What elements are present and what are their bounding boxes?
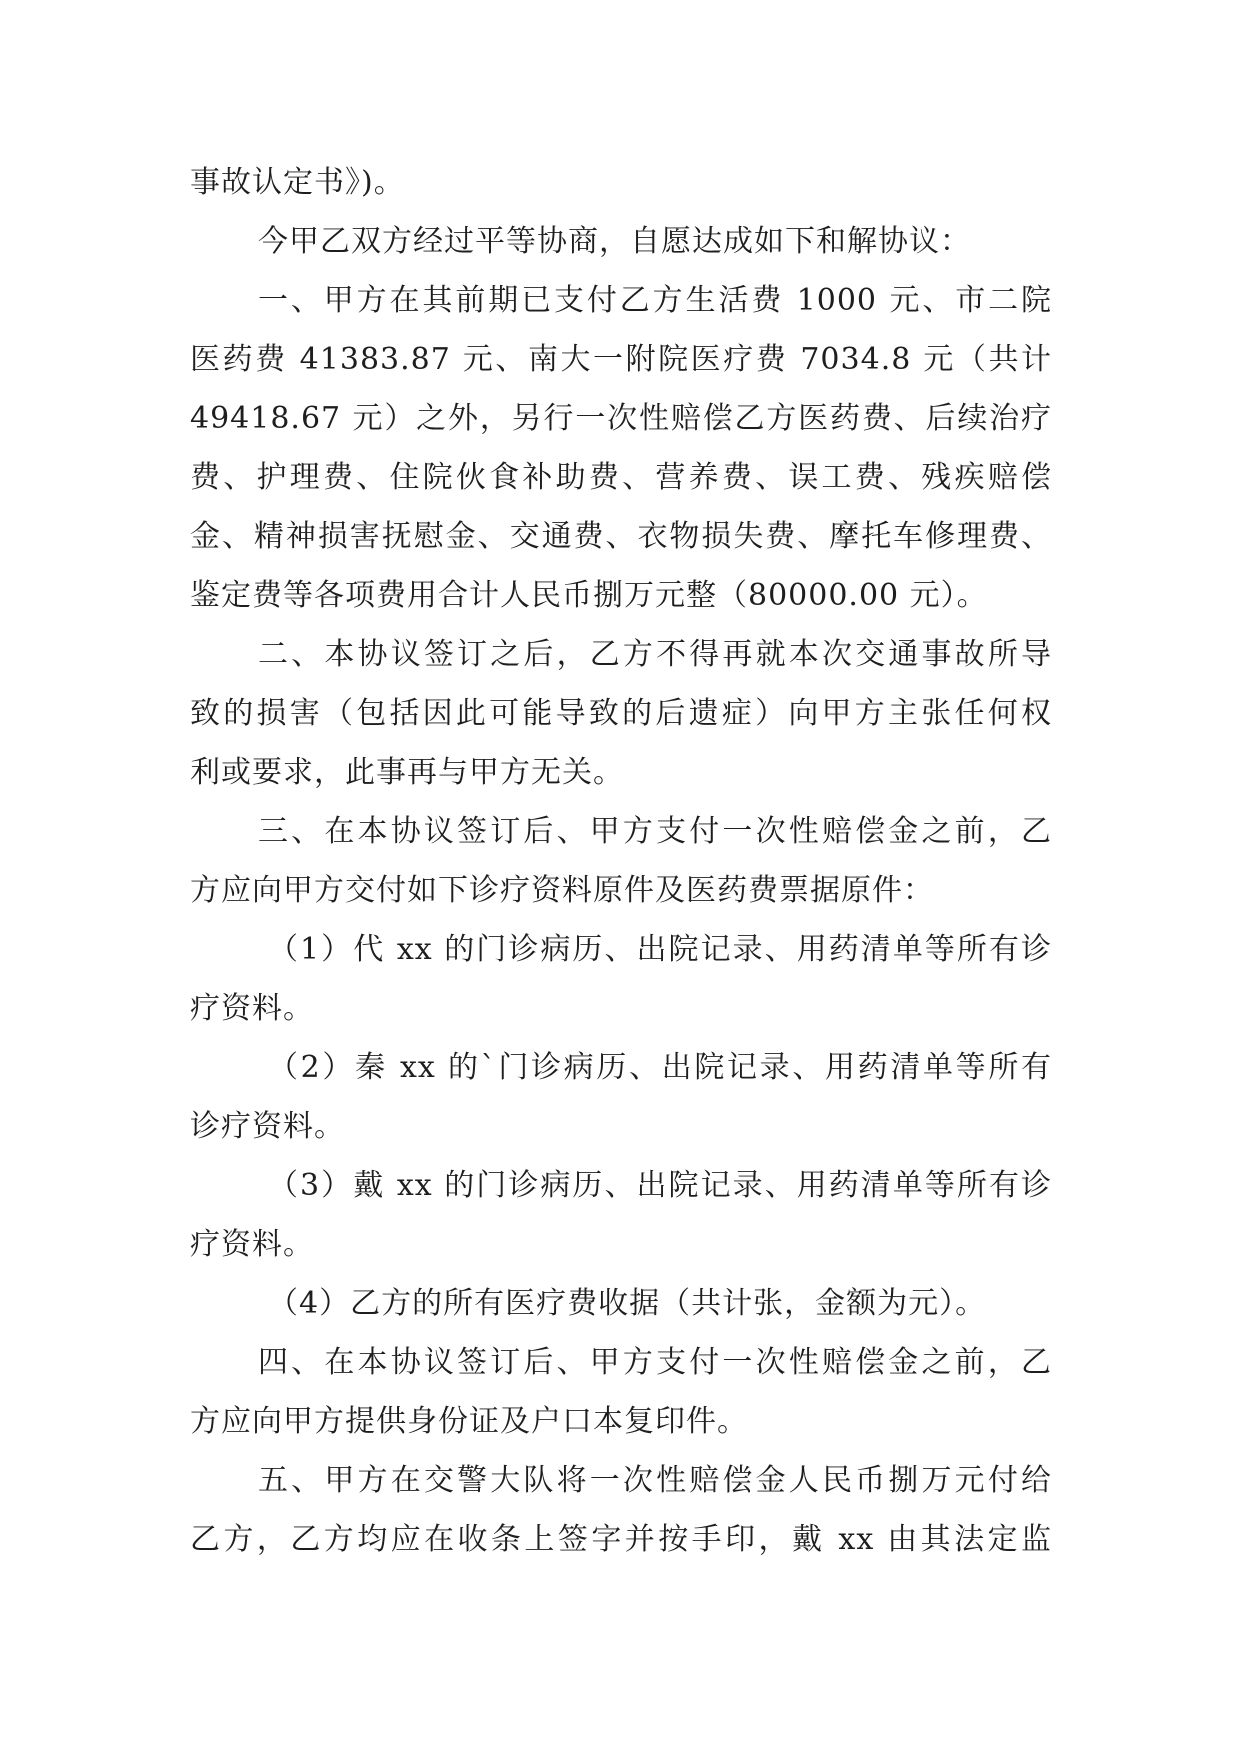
- text-line: 鉴定费等各项费用合计人民币捌万元整（80000.00 元）。: [190, 578, 988, 613]
- text-line: 今甲乙双方经过平等协商，自愿达成如下和解协议：: [258, 224, 971, 259]
- text-line: 乙方，乙方均应在收条上签字并按手印，戴 xx 由其法定监: [190, 1522, 1052, 1557]
- text-line: （2）秦 xx 的`门诊病历、出院记录、用药清单等所有: [268, 1050, 1052, 1085]
- text-line: 医药费 41383.87 元、南大一附院医疗费 7034.8 元（共计: [190, 342, 1052, 377]
- text-line: 一、甲方在其前期已支付乙方生活费 1000 元、市二院: [258, 283, 1052, 318]
- text-line: 方应向甲方交付如下诊疗资料原件及医药费票据原件：: [190, 873, 934, 908]
- text-line: 五、甲方在交警大队将一次性赔偿金人民币捌万元付给: [258, 1463, 1052, 1498]
- text-line: 诊疗资料。: [190, 1109, 345, 1144]
- text-line: 49418.67 元）之外，另行一次性赔偿乙方医药费、后续治疗: [190, 401, 1052, 436]
- text-line: 利或要求，此事再与甲方无关。: [190, 755, 624, 790]
- text-line: （1）代 xx 的门诊病历、出院记录、用药清单等所有诊: [268, 932, 1052, 967]
- text-line: 金、精神损害抚慰金、交通费、衣物损失费、摩托车修理费、: [190, 519, 1052, 554]
- text-line: （3）戴 xx 的门诊病历、出院记录、用药清单等所有诊: [268, 1168, 1052, 1203]
- text-line: 疗资料。: [190, 1227, 314, 1262]
- text-line: 事故认定书》)。: [190, 165, 405, 200]
- text-line: （4）乙方的所有医疗费收据（共计张，金额为元）。: [268, 1286, 987, 1321]
- text-line: 四、在本协议签订后、甲方支付一次性赔偿金之前，乙: [258, 1345, 1052, 1380]
- text-line: 方应向甲方提供身份证及户口本复印件。: [190, 1404, 748, 1439]
- document-body: [190, 153, 1052, 1569]
- text-line: 三、在本协议签订后、甲方支付一次性赔偿金之前，乙: [258, 814, 1052, 849]
- text-line: 致的损害（包括因此可能导致的后遗症）向甲方主张任何权: [190, 696, 1052, 731]
- text-line: 疗资料。: [190, 991, 314, 1026]
- text-line: 二、本协议签订之后，乙方不得再就本次交通事故所导: [258, 637, 1052, 672]
- text-line: 费、护理费、住院伙食补助费、营养费、误工费、残疾赔偿: [190, 460, 1052, 495]
